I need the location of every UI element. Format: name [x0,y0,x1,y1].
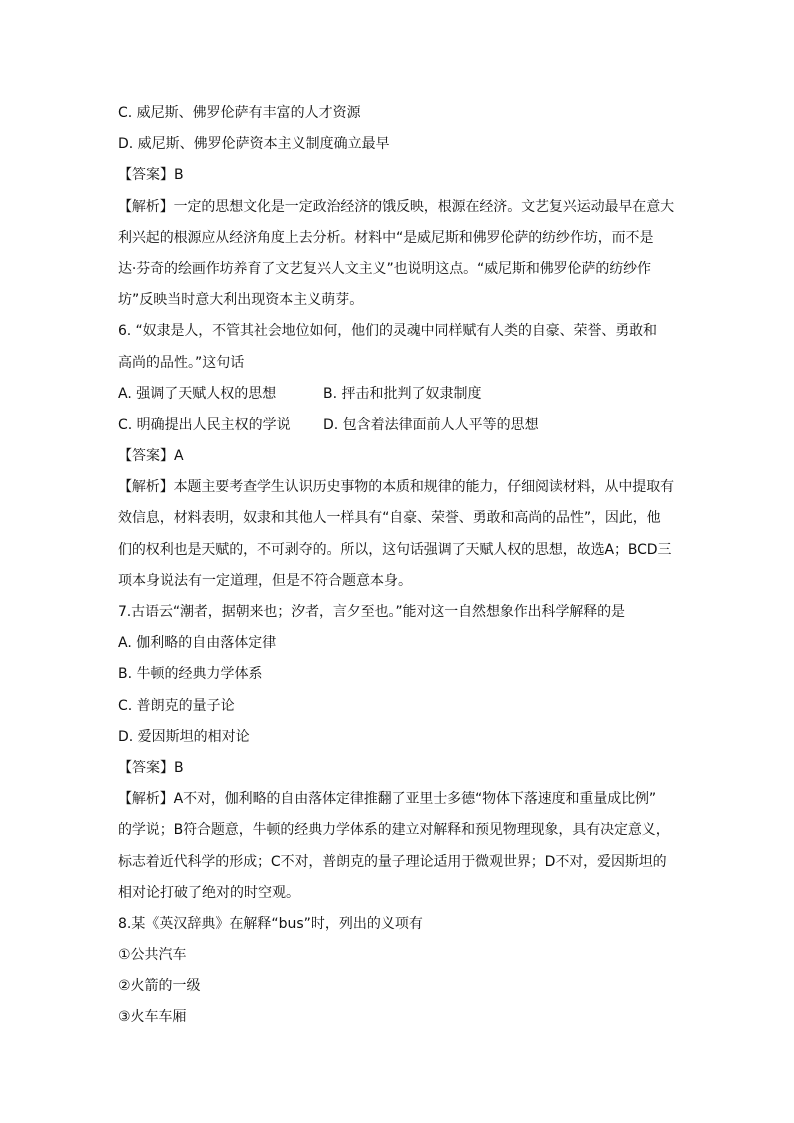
q8-item: ③火车车厢 [118,1009,187,1026]
q8-stem: 8.某《英汉辞典》在解释“bus”时，列出的义项有 [118,915,423,932]
q7-analysis-line: 相对论打破了绝对的时空观。 [118,884,300,901]
document-body [118,98,678,1034]
q6-analysis-line: 效信息，材料表明，奴隶和其他人一样具有“自豪、荣誉、勇敢和高尚的品性”，因此，他 [118,510,661,527]
q7-answer: 【答案】B [118,759,184,776]
q7-option-b: B. 牛顿的经典力学体系 [118,666,263,683]
q6-option-b: B. 抨击和批判了奴隶制度 [323,385,482,402]
q6-option-c: C. 明确提出人民主权的学说 [118,416,291,433]
q5-analysis-line: 【解析】一定的思想文化是一定政治经济的饿反映，根源在经济。文艺复兴运动最早在意大 [118,198,674,215]
q6-options-row-2 [118,410,678,441]
q7-option-d: D. 爱因斯坦的相对论 [118,728,250,745]
q8-item: ②火箭的一级 [118,978,201,995]
q7-stem: 7.古语云“潮者，据朝来也；汐者，言夕至也。”能对这一自然想象作出科学解释的是 [118,604,625,620]
q7-analysis-line: 标志着近代科学的形成；C不对，普朗克的量子理论适用于微观世界；D不对，爱因斯坦的 [118,853,667,870]
q6-options-row-1 [118,379,678,410]
q6-stem-line: 高尚的品性。”这句话 [118,354,245,371]
q5-analysis-line: 利兴起的根源应从经济角度上去分析。材料中“是威尼斯和佛罗伦萨的纺纱作坊，而不是 [118,229,654,246]
q6-option-a: A. 强调了天赋人权的思想 [118,385,277,402]
q5-analysis-line: 坊”反映当时意大利出现资本主义萌芽。 [118,292,364,309]
q6-analysis-line: 项本身说法有一定道理，但是不符合题意本身。 [118,572,412,589]
q5-analysis-line: 达·芬奇的绘画作坊养育了文艺复兴人文主义”也说明这点。“威尼斯和佛罗伦萨的纺纱作 [118,260,651,277]
q5-option-d: D. 威尼斯、佛罗伦萨资本主义制度确立最早 [118,136,390,153]
q6-analysis-line: 【解析】本题主要考查学生认识历史事物的本质和规律的能力，仔细阅读材料，从中提取有 [118,479,674,496]
q6-answer: 【答案】A [118,448,184,465]
q7-option-c: C. 普朗克的量子论 [118,697,235,714]
q5-answer: 【答案】B [118,167,184,184]
q7-option-a: A. 伽利略的自由落体定律 [118,635,277,652]
q7-analysis-line: 【解析】A不对，伽利略的自由落体定律推翻了亚里士多德“物体下落速度和重量成比例” [118,791,657,808]
q8-item: ①公共汽车 [118,947,187,964]
q6-option-d: D. 包含着法律面前人人平等的思想 [323,416,539,433]
q7-analysis-line: 的学说；B符合题意，牛顿的经典力学体系的建立对解释和预见物理现象，具有决定意义， [118,822,670,839]
q6-stem-line: 6. “奴隶是人，不管其社会地位如何，他们的灵魂中同样赋有人类的自豪、荣誉、勇敢和 [118,323,657,340]
q6-analysis-line: 们的权利也是天赋的，不可剥夺的。所以，这句话强调了天赋人权的思想，故选A；BCD三 [118,541,672,558]
q5-option-c: C. 威尼斯、佛罗伦萨有丰富的人才资源 [118,105,361,121]
